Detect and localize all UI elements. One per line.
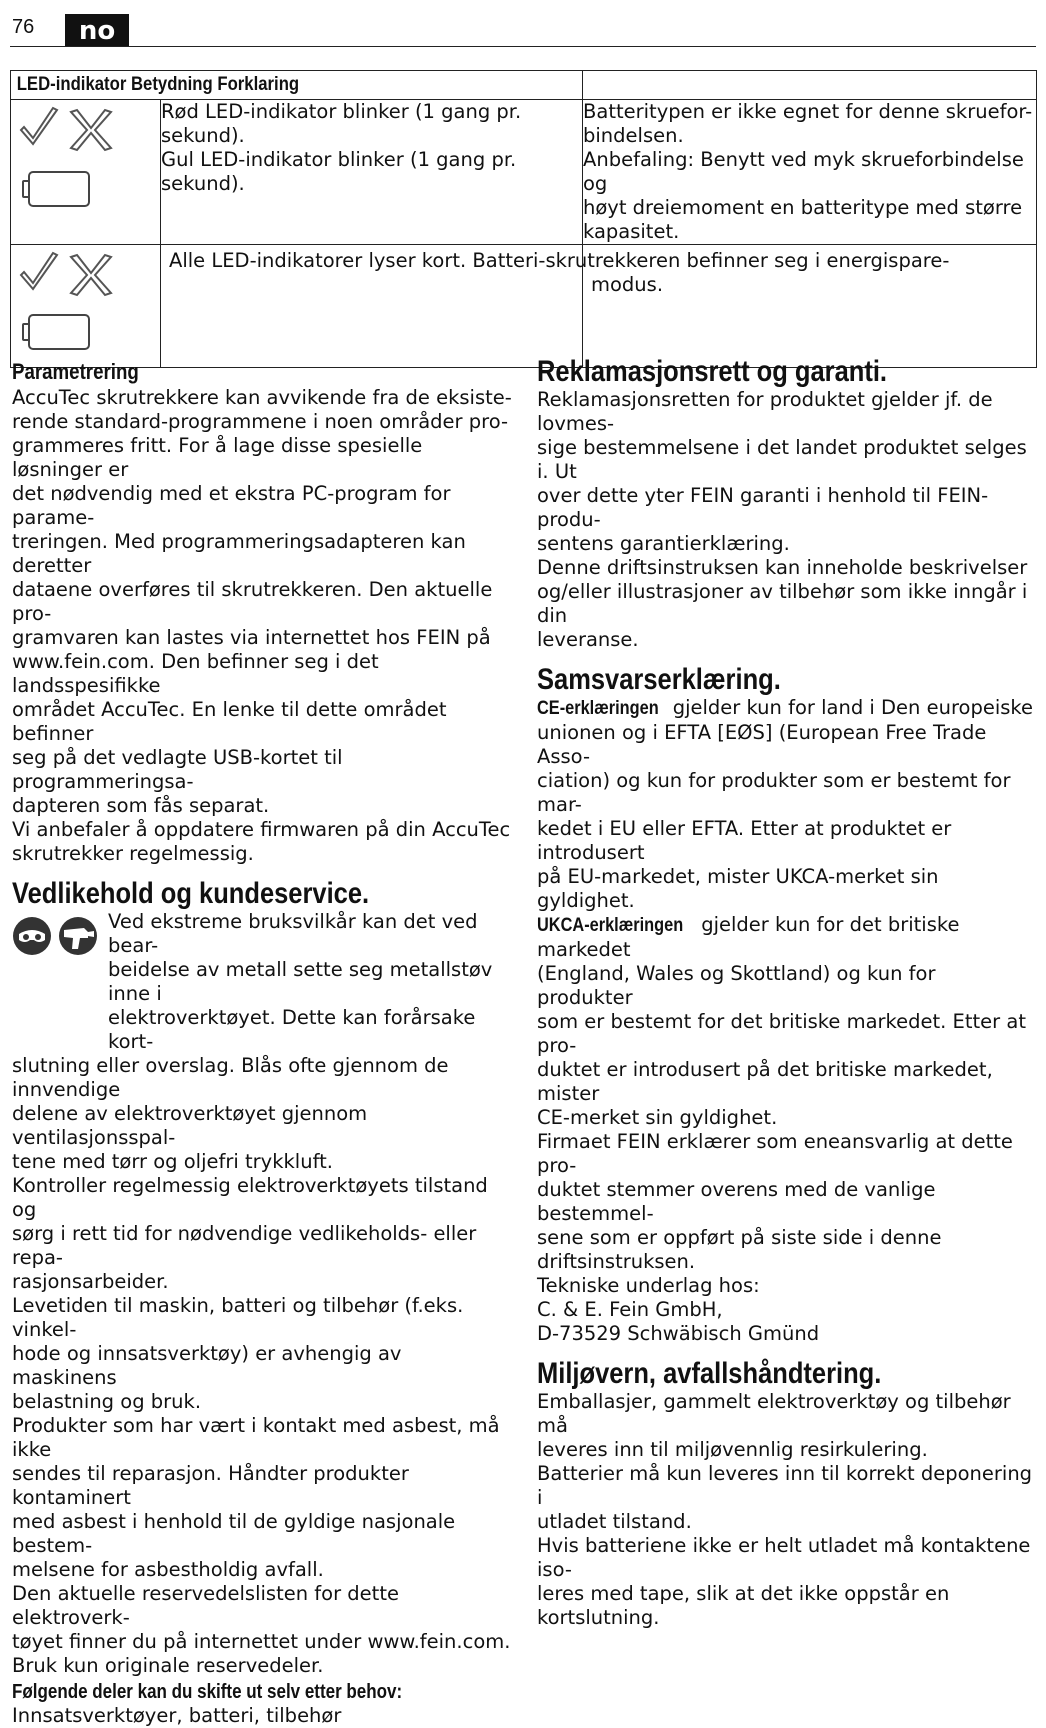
text-line: utladet tilstand. [537, 1510, 692, 1533]
page-header [10, 8, 1036, 47]
row-line: Alle LED-indikatorer lyser kort. Batteri-skrutrekkeren befinner seg i energispare- [169, 249, 950, 272]
text-line: som er bestemt for det britiske markedet. Etter at pro- [537, 1010, 1026, 1057]
table-header-text: LED-indikator Betydning Forklaring [11, 71, 514, 100]
check-icon [21, 253, 57, 289]
text-line: Denne driftsinstruksen kan inneholde beskrivelser [537, 556, 1028, 579]
row-line: modus. [591, 273, 664, 296]
meaning-line: Rød LED-indikator blinker (1 gang pr. [161, 100, 522, 123]
text-line: dataene overføres til skrutrekkeren. Den aktuelle pro- [12, 578, 493, 625]
text-line: grammeres fritt. For å lage disse spesielle løsninger er [12, 434, 423, 481]
text-line: kedet i EU eller EFTA. Etter at produktet er introdusert [537, 817, 952, 864]
led-icon-cell [11, 100, 161, 245]
text-line: D-73529 Schwäbisch Gmünd [537, 1322, 820, 1345]
text-line: driftsinstruksen. [537, 1250, 696, 1273]
meaning-line: sekund). [161, 124, 245, 147]
text-line: rasjonsarbeider. [12, 1270, 169, 1293]
text-line: C. & E. Fein GmbH, [537, 1298, 723, 1321]
text-line: Vi anbefaler å oppdatere firmwaren på din AccuTec [12, 818, 511, 841]
led-icons [11, 100, 161, 228]
text-line: sene som er oppført på siste side i denne [537, 1226, 942, 1249]
text-line: Produkter som har vært i kontakt med asbest, må ikke [12, 1414, 500, 1461]
cross-icon [71, 255, 111, 295]
text-line: Bruk kun originale reservedeler. [12, 1654, 324, 1677]
text-line: tøyet finner du på internettet under www.fein.com. [12, 1630, 511, 1653]
paragraph [12, 1054, 512, 1174]
text-line: (England, Wales og Skottland) og kun for produkter [537, 962, 936, 1009]
battery-icon [23, 315, 89, 349]
paragraph [537, 556, 1037, 652]
text-line: hode og innsatsverktøy) er avhengig av maskinens [12, 1342, 402, 1389]
maintenance-intro [12, 910, 512, 1054]
power-tool-icon [59, 917, 97, 955]
paragraph [537, 1390, 1037, 1462]
explanation-line: høyt dreiemoment en batteritype med større [583, 196, 1023, 219]
text-line: Emballasjer, gammelt elektroverktøy og tilbehør må [537, 1390, 1011, 1437]
paragraph [537, 1462, 1037, 1534]
text-line: gramvaren kan lastes via internettet hos FEIN på [12, 626, 491, 649]
parts-title: Følgende deler kan du skifte ut selv etter behov: [12, 1681, 403, 1703]
explanation-line: Anbefaling: Benytt ved myk skrueforbindelse og [583, 148, 1024, 195]
text-line: tene med tørr og oljefri trykkluft. [12, 1150, 333, 1173]
text-line: leres med tape, slik at det ikke oppstår en kortslutning. [537, 1582, 950, 1629]
ce-label: CE-erklæringen [537, 698, 659, 719]
text-line: området AccuTec. En lenke til dette området befinner [12, 698, 447, 745]
section-title-environment: Miljøvern, avfallshåndtering. [537, 1357, 882, 1390]
check-icon [21, 108, 57, 144]
text-line: AccuTec skrutrekkere kan avvikende fra de eksiste- [12, 386, 512, 409]
parts-list: Innsatsverktøyer, batteri, tilbehør [12, 1704, 342, 1727]
text-line: slutning eller overslag. Blås ofte gjennom de innvendige [12, 1054, 449, 1101]
text-line: melsene for asbestholdig avfall. [12, 1558, 324, 1581]
text-line: dapteren som fås separat. [12, 794, 270, 817]
language-tab: no [65, 14, 129, 46]
text-line: sentens garantierklæring. [537, 532, 790, 555]
text-line: og/eller illustrasjoner av tilbehør som ikke inngår i din [537, 580, 1028, 627]
row-text [169, 249, 989, 297]
paragraph [12, 386, 512, 818]
page-number: 76 [12, 16, 35, 38]
eye-protection-icon [13, 917, 51, 955]
meaning-cell [161, 100, 583, 245]
text-line: rende standard-programmene i noen områder pro- [12, 410, 509, 433]
text-line: leveres inn til miljøvennlig resirkulering. [537, 1438, 928, 1461]
paragraph [12, 1582, 512, 1678]
text-line: Reklamasjonsretten for produktet gjelder jf. de lovmes- [537, 388, 993, 435]
text-line: sendes til reparasjon. Håndter produkter kontaminert [12, 1462, 409, 1509]
section-title-warranty: Reklamasjonsrett og garanti. [537, 355, 888, 388]
table-header-empty-cell [583, 71, 1037, 100]
explanation-line: kapasitet. [583, 220, 680, 243]
table-row [11, 100, 1037, 245]
text-line: seg på det vedlagte USB-kortet til programmeringsa- [12, 746, 343, 793]
led-icon-cell [11, 245, 161, 368]
paragraph [12, 1294, 512, 1414]
paragraph [537, 1130, 1037, 1274]
section-title-conformity: Samsvarserklæring. [537, 663, 781, 696]
text-line: Ved ekstreme bruksvilkår kan det ved bear- [108, 910, 478, 957]
table-header-row [11, 71, 1037, 100]
text-line: med asbest i henhold til de gyldige nasjonale bestem- [12, 1510, 456, 1557]
text-line: over dette yter FEIN garanti i henhold til FEIN-produ- [537, 484, 989, 531]
right-column [537, 355, 1037, 1630]
section-title-maintenance: Vedlikehold og kundeservice. [12, 877, 370, 910]
text-line: skrutrekker regelmessig. [12, 842, 254, 865]
text-line: på EU-markedet, mister UKCA-merket sin gyldighet. [537, 865, 939, 912]
table-row [11, 245, 1037, 368]
text-line: duktet stemmer overens med de vanlige bestemmel- [537, 1178, 936, 1225]
led-indicator-table [10, 70, 1037, 368]
safety-icons [12, 916, 108, 956]
cross-icon [71, 110, 111, 150]
paragraph [12, 1414, 512, 1582]
paragraph [537, 913, 1037, 1130]
meaning-line: Gul LED-indikator blinker (1 gang pr. [161, 148, 517, 171]
text-line: elektroverktøyet. Dette kan forårsake kort- [108, 1006, 476, 1053]
text-line: duktet er introdusert på det britiske markedet, mister [537, 1058, 993, 1105]
text-line: Batterier må kun leveres inn til korrekt deponering i [537, 1462, 1033, 1509]
text-line: det nødvendig med et ekstra PC-program for parame- [12, 482, 451, 529]
text-line: delene av elektroverktøyet gjennom ventilasjonsspal- [12, 1102, 368, 1149]
meaning-cell [161, 245, 950, 368]
text-line: Hvis batteriene ikke er helt utladet må kontaktene iso- [537, 1534, 1031, 1581]
text-line: Firmaet FEIN erklærer som eneansvarlig at dette pro- [537, 1130, 1013, 1177]
battery-icon [23, 172, 89, 206]
text-line: sige bestemmelsene i det landet produktet selges i. Ut [537, 436, 1027, 483]
meaning-line: sekund). [161, 172, 245, 195]
text-line: Kontroller regelmessig elektroverktøyets tilstand og [12, 1174, 488, 1221]
text-line: Tekniske underlag hos: [537, 1274, 760, 1297]
text-line: gjelder kun for det britiske markedet [537, 913, 960, 961]
paragraph [12, 1174, 512, 1294]
text-line: leveranse. [537, 628, 639, 651]
paragraph [537, 388, 1037, 556]
text-line: gjelder kun for land i Den europeiske [672, 696, 1034, 719]
text-line: Den aktuelle reservedelslisten for dette elektroverk- [12, 1582, 399, 1629]
led-icons [11, 245, 161, 363]
text-line: ciation) og kun for produkter som er bestemt for mar- [537, 769, 1011, 816]
text-line: beidelse av metall sette seg metallstøv inne i [108, 958, 493, 1005]
section-title-parametrering: Parametrering [12, 359, 139, 384]
text-line: Levetiden til maskin, batteri og tilbehør (f.eks. vinkel- [12, 1294, 464, 1341]
explanation-line: bindelsen. [583, 124, 684, 147]
text-line: CE-merket sin gyldighet. [537, 1106, 778, 1129]
paragraph [537, 1274, 1037, 1346]
text-line: belastning og bruk. [12, 1390, 202, 1413]
paragraph [12, 818, 512, 866]
paragraph [537, 1534, 1037, 1630]
text-line: treringen. Med programmeringsadapteren kan deretter [12, 530, 466, 577]
text-line: sørg i rett tid for nødvendige vedlikeholds- eller repa- [12, 1222, 477, 1269]
text-line: www.fein.com. Den befinner seg i det landsspesifikke [12, 650, 379, 697]
left-column [12, 360, 512, 1728]
paragraph [537, 696, 1037, 913]
text-line: unionen og i EFTA [EØS] (European Free Trade Asso- [537, 721, 987, 768]
explanation-cell [583, 100, 1037, 245]
ukca-label: UKCA-erklæringen [537, 915, 684, 936]
explanation-line: Batteritypen er ikke egnet for denne skruefor- [583, 100, 1033, 123]
